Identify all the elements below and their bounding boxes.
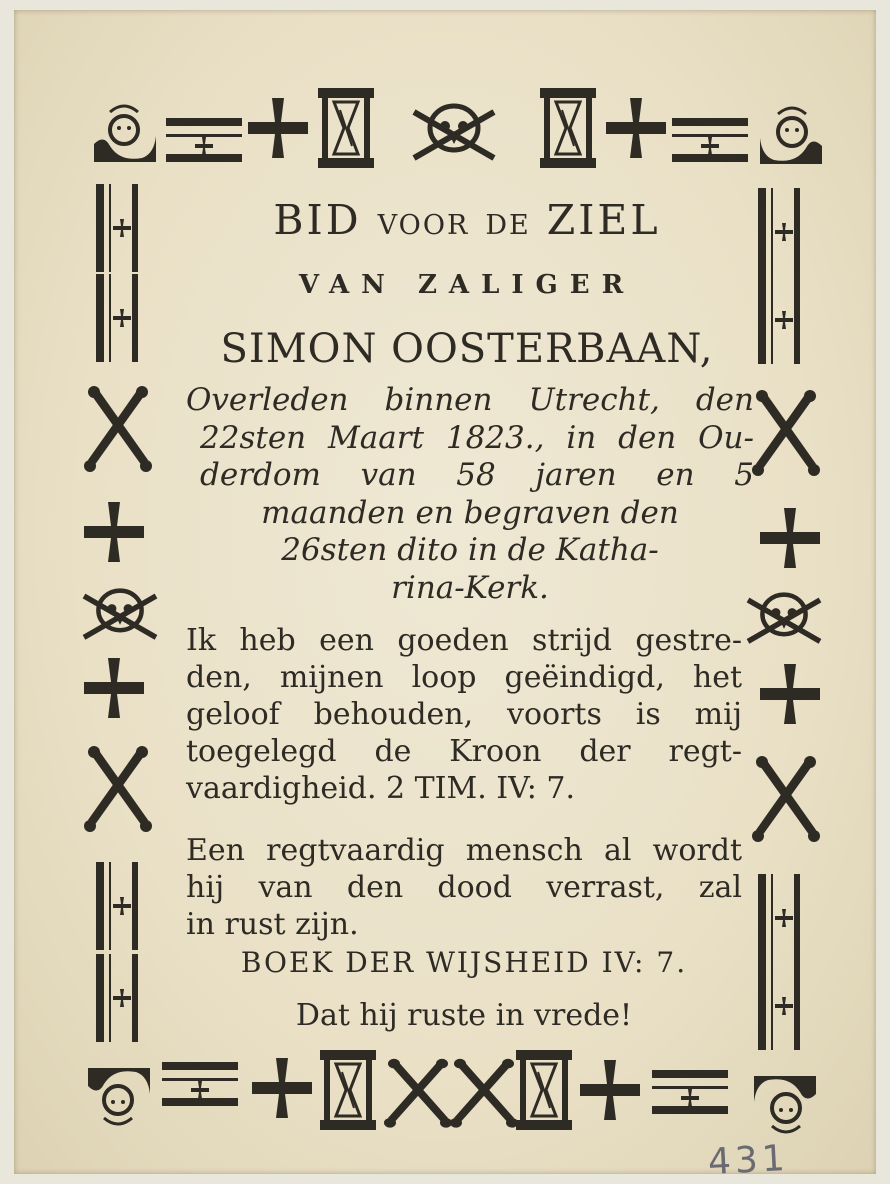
details-line: 26sten dito in de Katha- bbox=[281, 532, 659, 568]
verse-line: den, mijnen loop geëindigd, het bbox=[186, 660, 742, 695]
details-line: rina-Kerk. bbox=[391, 569, 549, 606]
mourning-card bbox=[14, 10, 876, 1184]
details-line: maanden en begraven den bbox=[261, 494, 679, 531]
details-line: Overleden binnen Utrecht, den bbox=[186, 382, 754, 418]
verse-wisdom bbox=[186, 832, 742, 943]
closing-prayer: Dat hij ruste in vrede! bbox=[295, 998, 633, 1033]
catalog-number: 431 bbox=[706, 1137, 790, 1184]
title-line-1 bbox=[174, 196, 760, 244]
title-word-bid: BID bbox=[273, 196, 362, 244]
death-details bbox=[186, 382, 754, 607]
title-line-2: VAN ZALIGER bbox=[298, 270, 636, 300]
verse-timothy bbox=[186, 622, 742, 807]
details-line: 22sten Maart 1823., in den Ou- bbox=[200, 419, 754, 456]
verse-reference: BOEK DER WIJSHEID IV: 7. bbox=[240, 946, 688, 979]
verse-line: toegelegd de Kroon der regt- bbox=[186, 734, 742, 769]
verse-line: hij van den dood verrast, zal bbox=[186, 870, 742, 905]
verse-line: geloof behouden, voorts is mij bbox=[186, 697, 742, 732]
verse-line: in rust zijn. bbox=[186, 907, 359, 942]
title-word-de: DE bbox=[485, 210, 531, 241]
verse-line: Ik heb een goeden strijd gestre- bbox=[186, 623, 742, 658]
details-line: derdom van 58 jaren en 5 bbox=[200, 457, 754, 493]
deceased-name: SIMON OOSTERBAAN, bbox=[220, 326, 714, 372]
title-word-voor: VOOR bbox=[377, 210, 470, 241]
verse-line: vaardigheid. 2 TIM. IV: 7. bbox=[186, 771, 576, 806]
title-word-ziel: ZIEL bbox=[546, 196, 661, 244]
verse-line: Een regtvaardig mensch al wordt bbox=[186, 833, 742, 868]
